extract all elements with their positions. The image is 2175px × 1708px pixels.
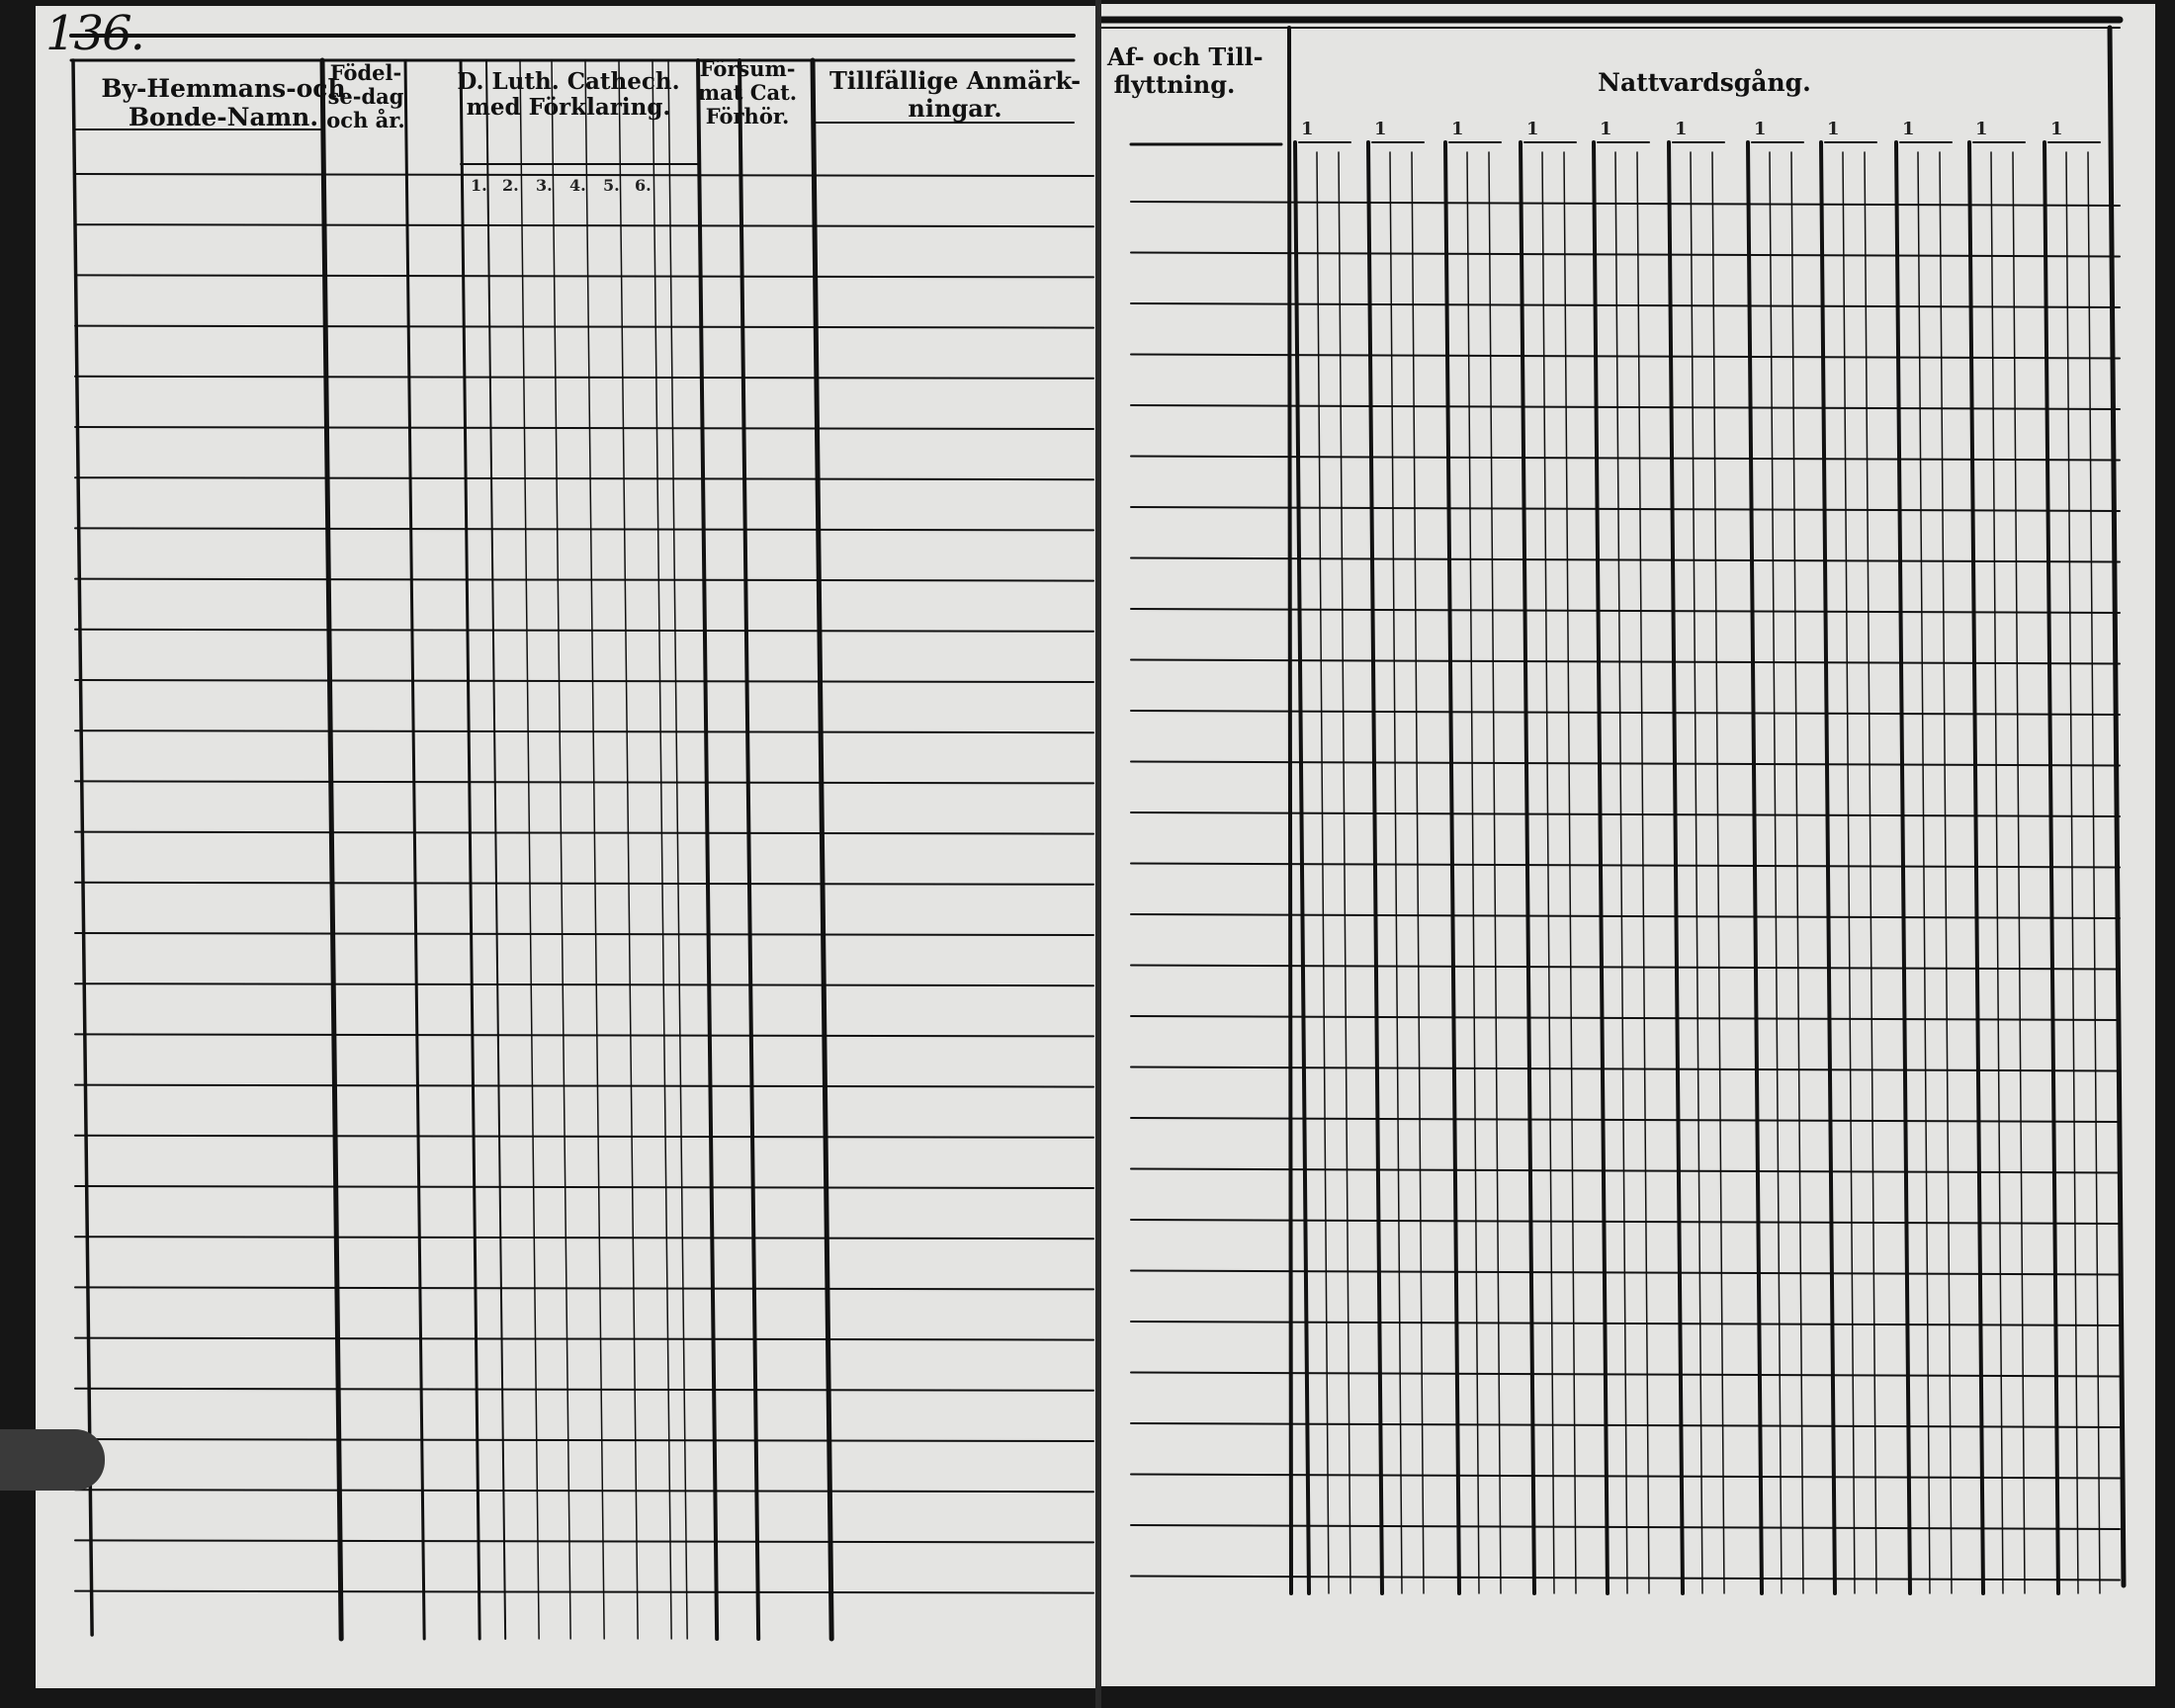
column-rule bbox=[813, 60, 831, 1639]
column-rule bbox=[1289, 28, 1291, 1593]
row-rule bbox=[75, 1591, 1093, 1593]
row-rule bbox=[75, 1034, 1093, 1036]
communion-subcolumn-rule bbox=[1489, 152, 1501, 1593]
row-rule bbox=[1131, 1577, 2120, 1580]
left-page-grid bbox=[36, 6, 1095, 1688]
row-rule bbox=[1131, 762, 2120, 766]
communion-subcolumn-rule bbox=[2013, 152, 2025, 1593]
row-rule bbox=[1131, 812, 2120, 816]
column-rule bbox=[668, 60, 687, 1639]
header-catechism: D. Luth. Cathech. med Förklaring. bbox=[457, 68, 680, 122]
catechism-part-number: 4. bbox=[569, 176, 586, 195]
communion-subcolumn-rule bbox=[1615, 152, 1627, 1593]
communion-subcolumn-rule bbox=[1691, 152, 1702, 1593]
row-rule bbox=[75, 1287, 1093, 1289]
row-rule bbox=[75, 883, 1093, 885]
catechism-part-number: 2. bbox=[502, 176, 519, 195]
row-rule bbox=[1131, 914, 2120, 918]
communion-subcolumn-rule bbox=[1843, 152, 1855, 1593]
row-rule bbox=[75, 1389, 1093, 1391]
communion-subcolumn-rule bbox=[1791, 152, 1803, 1593]
row-rule bbox=[75, 1237, 1093, 1238]
column-rule bbox=[740, 60, 758, 1639]
communion-subcolumn-rule bbox=[1918, 152, 1930, 1593]
communion-subcolumn-rule bbox=[1991, 152, 2003, 1593]
row-rule bbox=[1131, 609, 2120, 613]
row-rule bbox=[75, 1439, 1093, 1441]
column-rule bbox=[652, 60, 671, 1639]
row-rule bbox=[75, 579, 1093, 581]
communion-group-mark: 1 bbox=[2050, 119, 2063, 139]
header-missed-examination: Försum- mat Cat. Förhör. bbox=[697, 56, 798, 129]
header-name: By-Hemmans-och Bonde-Namn. bbox=[101, 74, 346, 131]
communion-group-rule bbox=[1521, 142, 1534, 1593]
row-rule bbox=[1131, 864, 2120, 868]
page-tab-shadow bbox=[0, 1429, 105, 1491]
communion-group-rule bbox=[1445, 142, 1459, 1593]
communion-subcolumn-rule bbox=[1564, 152, 1576, 1593]
communion-subcolumn-rule bbox=[1770, 152, 1782, 1593]
communion-subcolumn-rule bbox=[1542, 152, 1554, 1593]
column-rule bbox=[486, 60, 505, 1639]
column-rule bbox=[698, 60, 717, 1639]
row-rule bbox=[75, 730, 1093, 732]
right-page bbox=[1101, 4, 2155, 1686]
row-rule bbox=[75, 1338, 1093, 1340]
page-number: 136. bbox=[45, 6, 143, 61]
communion-group-rule bbox=[1368, 142, 1382, 1593]
communion-group-rule bbox=[1669, 142, 1683, 1593]
row-rule bbox=[1131, 1068, 2120, 1071]
catechism-part-number: 6. bbox=[635, 176, 652, 195]
communion-subcolumn-rule bbox=[1390, 152, 1402, 1593]
row-rule bbox=[1131, 1475, 2120, 1479]
column-rule bbox=[405, 60, 424, 1639]
row-rule bbox=[75, 1136, 1093, 1138]
communion-group-mark: 1 bbox=[1675, 119, 1688, 139]
communion-subcolumn-rule bbox=[1317, 152, 1329, 1593]
row-rule bbox=[75, 427, 1093, 429]
left-page bbox=[36, 6, 1095, 1688]
right-page-grid bbox=[1101, 4, 2155, 1686]
row-rule bbox=[75, 933, 1093, 935]
column-rule bbox=[585, 60, 604, 1639]
communion-group-mark: 1 bbox=[1975, 119, 1988, 139]
communion-group-mark: 1 bbox=[1301, 119, 1314, 139]
row-rule bbox=[75, 477, 1093, 479]
row-rule bbox=[1131, 1016, 2120, 1020]
communion-group-mark: 1 bbox=[1754, 119, 1767, 139]
column-rule bbox=[322, 60, 341, 1639]
column-rule bbox=[552, 60, 570, 1639]
row-rule bbox=[1131, 711, 2120, 715]
row-rule bbox=[75, 275, 1093, 277]
communion-group-rule bbox=[1295, 142, 1309, 1593]
row-rule bbox=[75, 680, 1093, 682]
row-rule bbox=[1131, 558, 2120, 562]
communion-subcolumn-rule bbox=[1940, 152, 1952, 1593]
communion-subcolumn-rule bbox=[1712, 152, 1724, 1593]
row-rule bbox=[1131, 966, 2120, 970]
column-rule bbox=[619, 60, 638, 1639]
row-rule bbox=[1131, 660, 2120, 664]
catechism-part-number: 5. bbox=[603, 176, 620, 195]
row-rule bbox=[75, 224, 1093, 226]
communion-subcolumn-rule bbox=[1865, 152, 1876, 1593]
communion-group-mark: 1 bbox=[1451, 119, 1464, 139]
communion-subcolumn-rule bbox=[1467, 152, 1479, 1593]
communion-group-rule bbox=[1594, 142, 1608, 1593]
communion-subcolumn-rule bbox=[1412, 152, 1424, 1593]
row-rule bbox=[75, 1085, 1093, 1087]
catechism-part-number: 1. bbox=[471, 176, 487, 195]
header-communion: Nattvardsgång. bbox=[1598, 68, 1811, 97]
row-rule bbox=[75, 326, 1093, 328]
header-birth: Födel- se-dag och år. bbox=[326, 60, 405, 133]
row-rule bbox=[1131, 1525, 2120, 1529]
catechism-part-number: 3. bbox=[536, 176, 553, 195]
row-rule bbox=[1131, 1118, 2120, 1122]
header-remarks: Tillfällige Anmärk- ningar. bbox=[828, 66, 1082, 123]
row-rule bbox=[75, 1490, 1093, 1492]
column-rule bbox=[520, 60, 539, 1639]
communion-group-mark: 1 bbox=[1374, 119, 1387, 139]
row-rule bbox=[1131, 1169, 2120, 1173]
row-rule bbox=[75, 781, 1093, 783]
row-rule bbox=[75, 832, 1093, 834]
row-rule bbox=[75, 1540, 1093, 1542]
row-rule bbox=[1131, 1220, 2120, 1224]
communion-group-mark: 1 bbox=[1600, 119, 1612, 139]
row-rule bbox=[75, 377, 1093, 379]
communion-subcolumn-rule bbox=[1339, 152, 1350, 1593]
communion-subcolumn-rule bbox=[1637, 152, 1649, 1593]
column-rule bbox=[73, 60, 92, 1635]
row-rule bbox=[75, 528, 1093, 530]
column-rule bbox=[461, 60, 479, 1639]
communion-group-mark: 1 bbox=[1827, 119, 1840, 139]
communion-group-mark: 1 bbox=[1902, 119, 1915, 139]
header-moving: Af- och Till- flyttning. bbox=[1107, 43, 1263, 99]
column-rule bbox=[2110, 28, 2124, 1585]
row-rule bbox=[75, 983, 1093, 985]
row-rule bbox=[75, 630, 1093, 632]
row-rule bbox=[75, 1186, 1093, 1188]
communion-group-mark: 1 bbox=[1526, 119, 1539, 139]
